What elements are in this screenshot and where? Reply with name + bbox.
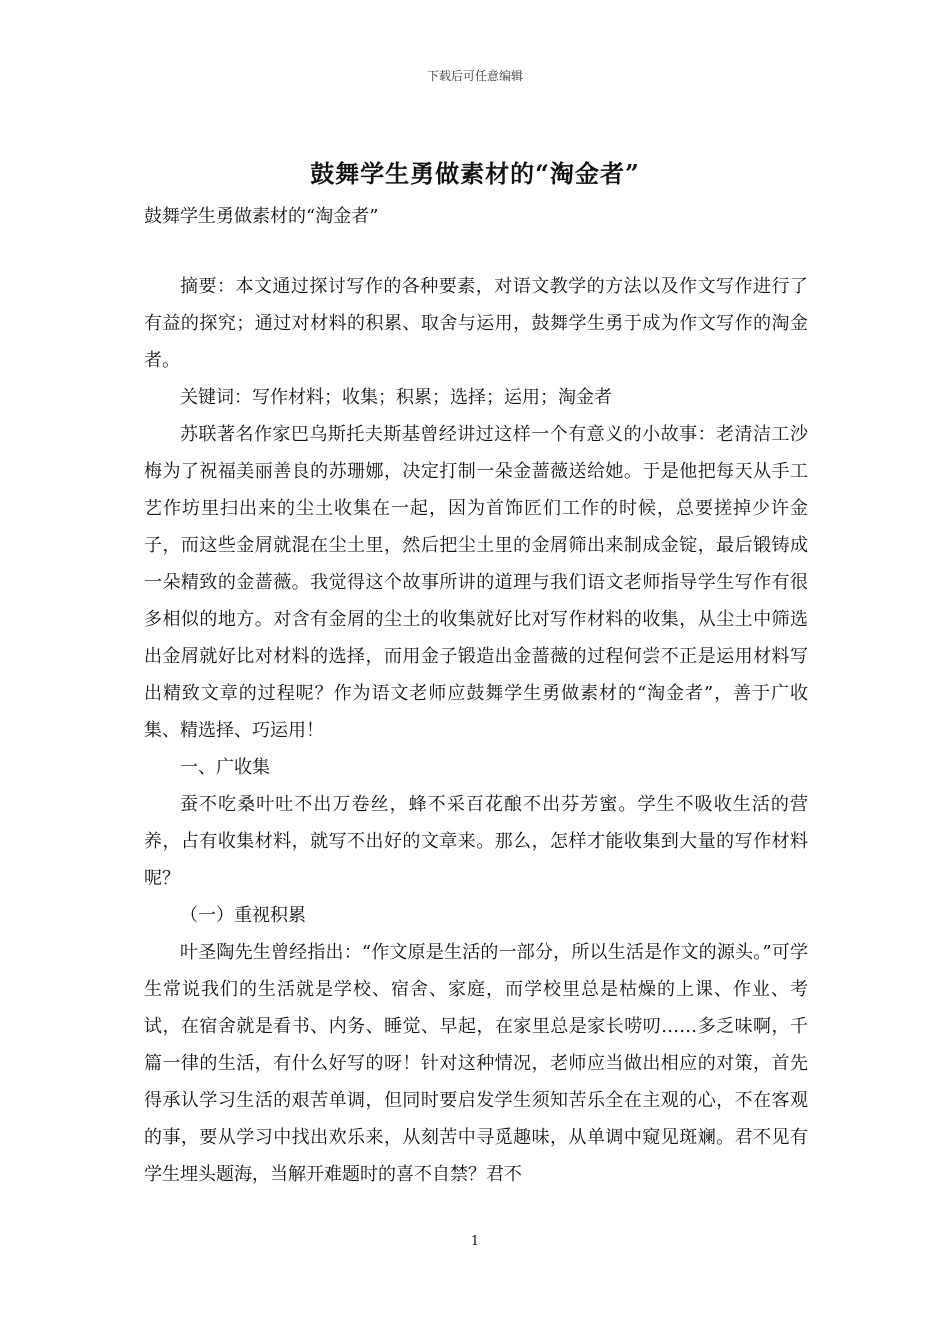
document-title: 鼓舞学生勇做素材的“淘金者”	[310, 159, 640, 188]
body-paragraph: 苏联著名作家巴乌斯托夫斯基曾经讲过这样一个有意义的小故事：老清洁工沙梅为了祝福美丽善良的苏珊娜，决定打制一朵金蔷薇送给她。于是他把每天从手工艺作坊里扫出来的尘土收集在一起，因为首饰匠们工作的时候，总要搓掉少许金子，而这些金屑就混在尘土里，然后把尘土里的金屑筛出来制成金锭，最后锻铸成一朵精致的金蔷薇。我觉得这个故事所讲的道理与我们语文老师指导学生写作有很多相似的地方。对含有金屑的尘土的收集就好比对写作材料的收集，从尘土中筛选出金屑就好比对材料的选择，而用金子锻造出金蔷薇的过程何尝不正是运用材料写出精致文章的过程呢？作为语文老师应鼓舞学生勇做素材的“淘金者”，善于广收集、精选择、巧运用！	[144, 424, 808, 741]
section-heading: 一、广收集	[180, 757, 270, 778]
body-paragraph: 蚕不吃桑叶吐不出万卷丝，蜂不采百花酿不出芬芳蜜。学生不吸收生活的营养，占有收集材料，就写不出好的文章来。那么，怎样才能收集到大量的写作材料呢？	[144, 794, 808, 889]
abstract-paragraph: 摘要：本文通过探讨写作的各种要素，对语文教学的方法以及作文写作进行了有益的探究；通过对材料的积累、取舍与运用，鼓舞学生勇于成为作文写作的淘金者。	[144, 276, 808, 371]
document-body	[144, 268, 808, 1193]
page-number: 1	[470, 1234, 480, 1249]
header-note: 下载后可任意编辑	[426, 69, 523, 83]
subsection-heading: （一）重视积累	[180, 905, 306, 926]
document-subtitle: 鼓舞学生勇做素材的“淘金者”	[144, 206, 379, 227]
keywords-paragraph: 关键词：写作材料；收集；积累；选择；运用；淘金者	[180, 387, 612, 408]
body-paragraph: 叶圣陶先生曾经指出：“作文原是生活的一部分，所以生活是作文的源头。”可学生常说我们的生活就是学校、宿舍、家庭，而学校里总是枯燥的上课、作业、考试，在宿舍就是看书、内务、睡觉、早起，在家里总是家长唠叨……多乏味啊，千篇一律的生活，有什么好写的呀！针对这种情况，老师应当做出相应的对策，首先得承认学习生活的艰苦单调，但同时要启发学生须知苦乐全在主观的心，不在客观的事，要从学习中找出欢乐来，从刻苦中寻觅趣味，从单调中窥见斑斓。君不见有学生埋头题海，当解开难题时的喜不自禁？君不	[144, 942, 808, 1185]
